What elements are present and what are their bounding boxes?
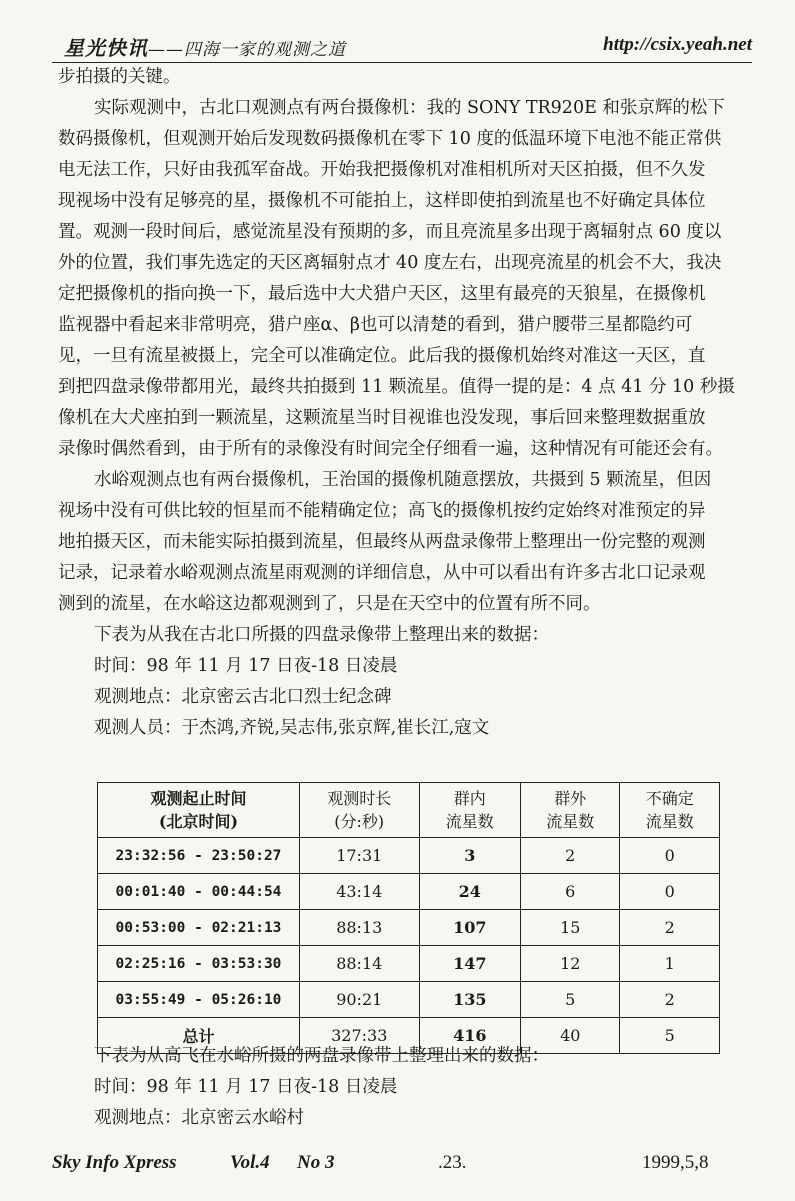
text-line: 到把四盘录像带都用光，最终共拍摄到 11 颗流星。值得一提的是：4 点 41 分 10 秒摄 (58, 377, 735, 397)
cell-out-shower: 12 (521, 946, 620, 982)
table-row (98, 946, 720, 982)
cell-total-duration: 327:33 (299, 1018, 419, 1054)
header-url: http://csix.yeah.net (603, 34, 752, 55)
header-cell: 观测起止时间 (北京时间) (98, 783, 300, 838)
cell-duration: 43:14 (299, 874, 419, 910)
footer-page-number: .23. (438, 1152, 467, 1173)
text-line: 数码摄像机，但观测开始后发现数码摄像机在零下 10 度的低温环境下电池不能正常供 (58, 129, 722, 149)
text-line: 下表为从我在古北口所摄的四盘录像带上整理出来的数据： (94, 625, 549, 645)
text-line: 观测人员：于杰鸿,齐锐,吴志伟,张京辉,崔长江,寇文 (94, 718, 490, 738)
table-row (98, 838, 720, 874)
table-row (98, 982, 720, 1018)
text-line: 步拍摄的关键。 (58, 67, 181, 87)
cell-out-shower: 15 (521, 910, 620, 946)
text-line: 电无法工作，只好由我孤军奋战。开始我把摄像机对准相机所对天区拍摄，但不久发 (58, 160, 706, 180)
text-line: 监视器中看起来非常明亮，猎户座α、β也可以清楚的看到，猎户腰带三星都隐约可 (58, 315, 693, 335)
cell-duration: 88:13 (299, 910, 419, 946)
text-line: 定把摄像机的指向换一下，最后选中大犬猎户天区，这里有最亮的天狼星，在摄像机 (58, 284, 706, 304)
footer-number: No 3 (297, 1152, 335, 1173)
text-line: 视场中没有可供比较的恒星而不能精确定位；高飞的摄像机按约定始终对准预定的异 (58, 501, 706, 521)
header-subtitle: ——四海一家的观测之道 (148, 40, 346, 60)
header-cell: 群外 流星数 (521, 783, 620, 838)
cell-in-shower: 3 (419, 838, 520, 874)
table-header-row (98, 783, 720, 838)
text-line: 下表为从高飞在水峪所摄的两盘录像带上整理出来的数据： (94, 1046, 549, 1066)
cell-uncertain: 2 (620, 910, 720, 946)
cell-uncertain: 2 (620, 982, 720, 1018)
text-line: 录像时偶然看到，由于所有的录像没有时间完全仔细看一遍，这种情况有可能还会有。 (58, 439, 723, 459)
table-row (98, 910, 720, 946)
cell-uncertain: 1 (620, 946, 720, 982)
cell-out-shower: 6 (521, 874, 620, 910)
article-body (58, 62, 768, 744)
footer-journal: Sky Info Xpress (52, 1152, 177, 1173)
header-cell: 不确定 流星数 (620, 783, 720, 838)
cell-duration: 90:21 (299, 982, 419, 1018)
cell-time-range: 23:32:56 - 23:50:27 (98, 838, 300, 874)
footer-volume: Vol.4 (230, 1152, 270, 1173)
header-title: 星光快讯 (64, 36, 148, 60)
text-line: 记录，记录着水峪观测点流星雨观测的详细信息，从中可以看出有许多古北口记录观 (58, 563, 706, 583)
cell-out-shower: 2 (521, 838, 620, 874)
cell-in-shower: 24 (419, 874, 520, 910)
page-footer (52, 1152, 752, 1182)
header-cell: 群内 流星数 (419, 783, 520, 838)
cell-total-uncertain: 5 (620, 1018, 720, 1054)
footer-date: 1999,5,8 (642, 1152, 709, 1173)
header-title-group (64, 32, 346, 61)
text-line: 水峪观测点也有两台摄像机，王治国的摄像机随意摆放，共摄到 5 颗流星，但因 (94, 470, 712, 490)
header-cell: 观测时长 (分:秒) (299, 783, 419, 838)
cell-in-shower: 107 (419, 910, 520, 946)
table-row (98, 874, 720, 910)
cell-out-shower: 5 (521, 982, 620, 1018)
cell-time-range: 00:01:40 - 00:44:54 (98, 874, 300, 910)
text-line: 观测地点：北京密云水峪村 (94, 1108, 304, 1128)
meteor-data-table (97, 782, 720, 1054)
cell-total-label: 总计 (98, 1018, 300, 1054)
cell-duration: 17:31 (299, 838, 419, 874)
text-line: 置。观测一段时间后，感觉流星没有预期的多，而且亮流星多出现于离辐射点 60 度以 (58, 222, 722, 242)
page-header (52, 32, 752, 63)
cell-in-shower: 147 (419, 946, 520, 982)
cell-in-shower: 135 (419, 982, 520, 1018)
cell-total-out-shower: 40 (521, 1018, 620, 1054)
text-line: 见，一旦有流星被摄上，完全可以准确定位。此后我的摄像机始终对准这一天区，直 (58, 346, 706, 366)
text-line: 像机在大犬座拍到一颗流星，这颗流星当时目视谁也没发现，事后回来整理数据重放 (58, 408, 706, 428)
after-table-text (58, 1041, 768, 1134)
text-line: 时间：98 年 11 月 17 日夜-18 日凌晨 (94, 1077, 398, 1097)
text-line: 现视场中没有足够亮的星，摄像机不可能拍上，这样即使拍到流星也不好确定具体位 (58, 191, 706, 211)
cell-time-range: 02:25:16 - 03:53:30 (98, 946, 300, 982)
text-line: 时间：98 年 11 月 17 日夜-18 日凌晨 (94, 656, 398, 676)
cell-time-range: 00:53:00 - 02:21:13 (98, 910, 300, 946)
cell-uncertain: 0 (620, 838, 720, 874)
cell-time-range: 03:55:49 - 05:26:10 (98, 982, 300, 1018)
text-line: 外的位置，我们事先选定的天区离辐射点才 40 度左右，出现亮流星的机会不大，我决 (58, 253, 722, 273)
cell-total-in-shower: 416 (419, 1018, 520, 1054)
cell-uncertain: 0 (620, 874, 720, 910)
text-line: 地拍摄天区，而未能实际拍摄到流星，但最终从两盘录像带上整理出一份完整的观测 (58, 532, 706, 552)
text-line: 测到的流星，在水峪这边都观测到了，只是在天空中的位置有所不同。 (58, 594, 601, 614)
cell-duration: 88:14 (299, 946, 419, 982)
text-line: 观测地点：北京密云古北口烈士纪念碑 (94, 687, 392, 707)
text-line: 实际观测中，古北口观测点有两台摄像机：我的 SONY TR920E 和张京辉的松下 (94, 98, 725, 118)
